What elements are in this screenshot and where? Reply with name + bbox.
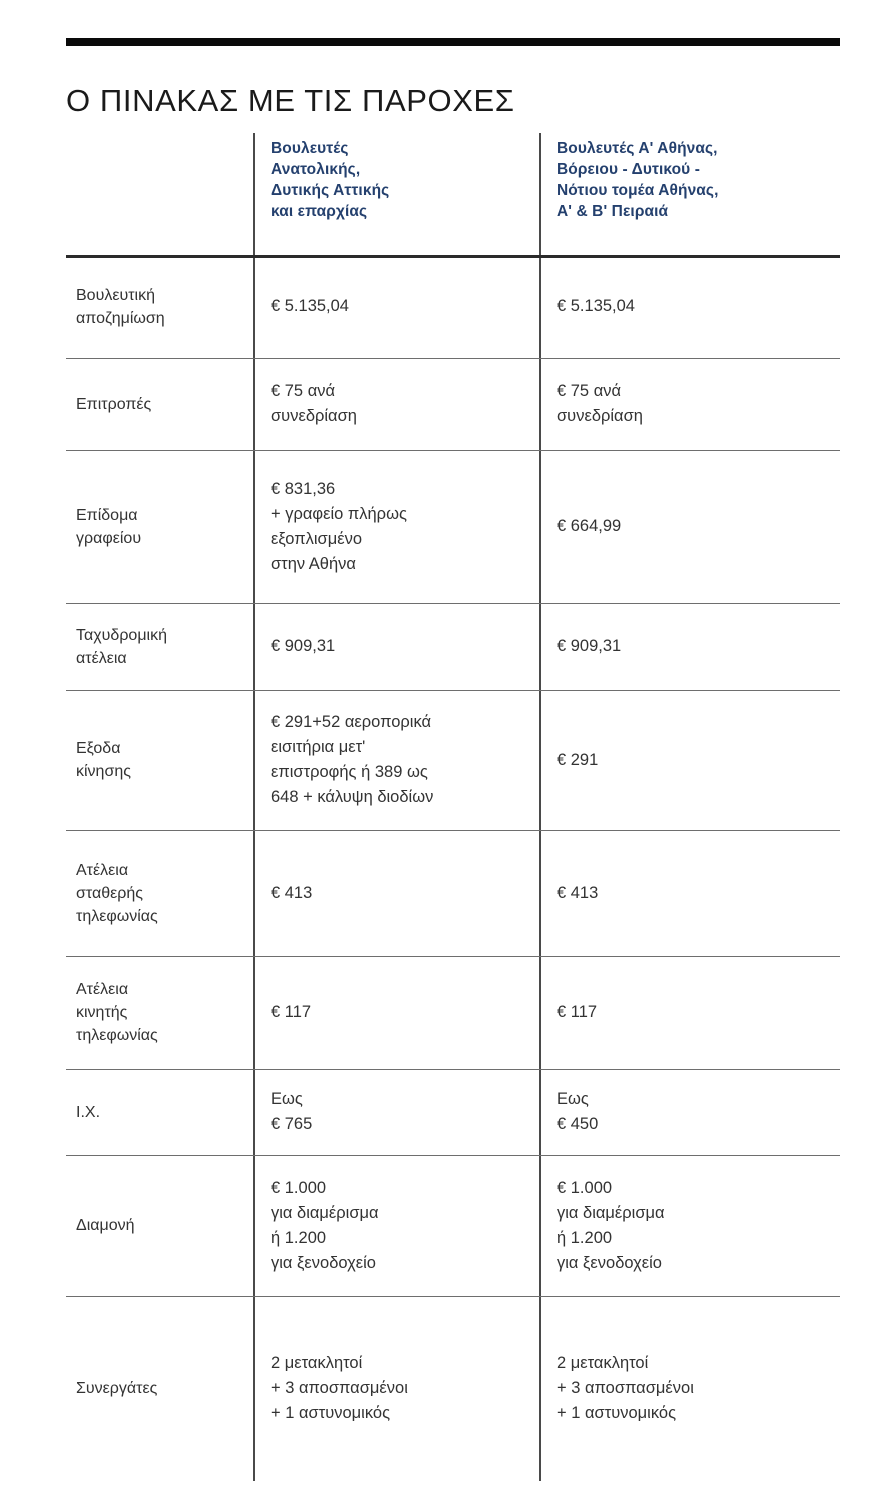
row-label-line-1: Ατέλεια	[76, 862, 129, 879]
row-value-col1-line-1: € 413	[271, 884, 313, 902]
row-label	[76, 393, 251, 416]
row-label-line-2: αποζημίωση	[76, 310, 165, 327]
row-label-line-1: Επίδομα	[76, 507, 138, 524]
header-col1-line-4: και επαρχίας	[271, 203, 368, 220]
table-row	[66, 1069, 840, 1155]
table-header-col1	[271, 138, 521, 222]
row-value-col1	[271, 1176, 533, 1276]
row-value-col1-line-1: € 75 ανά	[271, 382, 336, 400]
row-value-col1-line-4: στην Αθήνα	[271, 555, 356, 573]
row-label	[76, 1214, 251, 1237]
row-value-col1-line-2: εισιτήρια μετ'	[271, 738, 366, 756]
table-row	[66, 450, 840, 603]
row-value-col1-line-2: € 765	[271, 1115, 313, 1133]
row-value-col1-line-1: 2 μετακλητοί	[271, 1354, 363, 1372]
row-label	[76, 737, 251, 783]
header-col1-line-2: Ανατολικής,	[271, 161, 361, 178]
row-label	[76, 284, 251, 330]
row-value-col2-line-1: € 117	[557, 1003, 598, 1021]
row-value-col2	[557, 1087, 837, 1137]
row-value-col1-line-1: € 831,36	[271, 480, 336, 498]
row-label	[76, 1101, 251, 1124]
row-value-col1-line-1: € 291+52 αεροπορικά	[271, 713, 432, 731]
row-label-line-1: Ι.Χ.	[76, 1104, 101, 1121]
row-value-col2-line-1: € 664,99	[557, 517, 622, 535]
row-value-col1-line-4: για ξενοδοχείο	[271, 1254, 376, 1272]
row-value-col2	[557, 748, 837, 773]
row-value-col2-line-2: συνεδρίαση	[557, 407, 643, 425]
row-value-col1	[271, 294, 533, 319]
row-value-col2	[557, 634, 837, 659]
row-label-line-1: Ταχυδρομική	[76, 627, 167, 644]
row-label-line-1: Διαμονή	[76, 1217, 135, 1234]
header-col2-line-3: Νότιου τομέα Αθήνας,	[557, 182, 719, 199]
row-value-col1-line-1: Εως	[271, 1090, 303, 1108]
row-value-col1	[271, 634, 533, 659]
row-label-line-2: κίνησης	[76, 763, 131, 780]
row-value-col2-line-1: 2 μετακλητοί	[557, 1354, 649, 1372]
row-value-col1-line-3: + 1 αστυνομικός	[271, 1404, 391, 1422]
top-divider-rule	[66, 38, 840, 46]
row-label-line-3: τηλεφωνίας	[76, 1027, 158, 1044]
table-row	[66, 956, 840, 1069]
row-value-col1	[271, 881, 533, 906]
row-value-col1	[271, 477, 533, 577]
header-col2-line-2: Βόρειου - Δυτικού -	[557, 161, 700, 178]
row-value-col2	[557, 1351, 837, 1426]
table-header-col2	[557, 138, 837, 222]
row-value-col2	[557, 1176, 837, 1276]
row-value-col1	[271, 1000, 533, 1025]
row-label-line-3: τηλεφωνίας	[76, 908, 158, 925]
row-value-col2-line-3: + 1 αστυνομικός	[557, 1404, 677, 1422]
table-row	[66, 358, 840, 450]
row-value-col2-line-1: € 291	[557, 751, 599, 769]
row-label	[76, 978, 251, 1047]
row-value-col1-line-3: επιστροφής ή 389 ως	[271, 763, 428, 781]
header-col1-line-1: Βουλευτές	[271, 140, 349, 157]
row-value-col2	[557, 1000, 837, 1025]
row-value-col2-line-2: + 3 αποσπασμένοι	[557, 1379, 694, 1397]
row-label-line-1: Βουλευτική	[76, 287, 155, 304]
row-value-col2-line-1: € 1.000	[557, 1179, 613, 1197]
row-value-col1	[271, 379, 533, 429]
row-value-col1-line-2: + 3 αποσπασμένοι	[271, 1379, 408, 1397]
row-value-col1-line-2: + γραφείο πλήρως	[271, 505, 407, 523]
row-value-col1-line-1: € 1.000	[271, 1179, 327, 1197]
row-label-line-2: ατέλεια	[76, 650, 127, 667]
table-row	[66, 1155, 840, 1296]
table-row	[66, 603, 840, 690]
row-label-line-1: Ατέλεια	[76, 981, 129, 998]
row-label-line-1: Συνεργάτες	[76, 1380, 158, 1397]
row-value-col2-line-3: ή 1.200	[557, 1229, 613, 1247]
table-row	[66, 1296, 840, 1481]
row-value-col2	[557, 881, 837, 906]
row-value-col1-line-4: 648 + κάλυψη διοδίων	[271, 788, 434, 806]
header-col2-line-4: Α' & Β' Πειραιά	[557, 203, 669, 220]
row-value-col2-line-1: Εως	[557, 1090, 589, 1108]
row-value-col2-line-4: για ξενοδοχείο	[557, 1254, 662, 1272]
row-value-col2	[557, 294, 837, 319]
row-value-col2-line-1: € 75 ανά	[557, 382, 622, 400]
row-label	[76, 504, 251, 550]
header-col2-line-1: Βουλευτές Α' Αθήνας,	[557, 140, 718, 157]
row-value-col2	[557, 379, 837, 429]
row-value-col1-line-1: € 5.135,04	[271, 297, 349, 315]
row-label-line-2: γραφείου	[76, 530, 142, 547]
row-label	[76, 624, 251, 670]
table-row	[66, 830, 840, 956]
row-value-col1	[271, 1087, 533, 1137]
row-value-col1-line-1: € 117	[271, 1003, 312, 1021]
page-title: Ο ΠΙΝΑΚΑΣ ΜΕ ΤΙΣ ΠΑΡΟΧΕΣ	[66, 82, 515, 118]
row-label-line-2: κινητής	[76, 1004, 128, 1021]
row-value-col1-line-3: ή 1.200	[271, 1229, 327, 1247]
row-value-col1-line-3: εξοπλισμένο	[271, 530, 363, 548]
row-value-col1	[271, 1351, 533, 1426]
row-label	[76, 859, 251, 928]
row-value-col2-line-2: για διαμέρισμα	[557, 1204, 665, 1222]
benefits-table	[66, 133, 840, 1481]
row-label-line-1: Επιτροπές	[76, 396, 152, 413]
row-value-col2-line-1: € 5.135,04	[557, 297, 635, 315]
row-value-col2-line-1: € 413	[557, 884, 599, 902]
header-col1-line-3: Δυτικής Αττικής	[271, 182, 390, 199]
row-label-line-1: Εξοδα	[76, 740, 121, 757]
row-value-col1	[271, 710, 533, 810]
table-row	[66, 255, 840, 358]
row-value-col2-line-2: € 450	[557, 1115, 599, 1133]
row-value-col1-line-1: € 909,31	[271, 637, 336, 655]
row-label-line-2: σταθερής	[76, 885, 143, 902]
row-value-col1-line-2: συνεδρίαση	[271, 407, 357, 425]
row-value-col2-line-1: € 909,31	[557, 637, 622, 655]
row-value-col1-line-2: για διαμέρισμα	[271, 1204, 379, 1222]
row-label	[76, 1377, 251, 1400]
table-row	[66, 690, 840, 830]
row-value-col2	[557, 514, 837, 539]
